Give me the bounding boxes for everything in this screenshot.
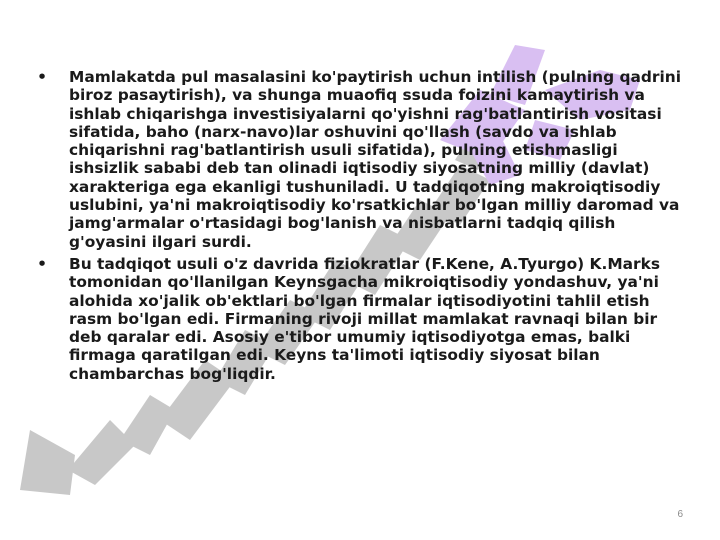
slide-body <box>36 68 682 387</box>
watermark-shape <box>20 430 75 495</box>
bullet-text: Mamlakatda pul masalasini ko'paytirish uchun intilish (pulning qadrini biroz pasaytirish), va shunga muaofiq ssuda foizini kamaytirish va ishlab chiqarishga investisiyalarni qo'yishni rag'batlantirish vositasi sifatida, baho (narx-navo)lar oshuvini qo'llash (savdo va ishlab chiqarishni rag'batlantirish usuli sifatida), pulning etishmasligi ishsizlik sababi deb tan olinadi iqtisodiy siyosatning milliy (davlat) xarakteriga ega ekanligi tushuniladi. U tadqiqotning makroiqtisodiy uslubini, ya'ni makroiqtisodiy ko'rsatkichlar bo'lgan milliy daromad va jamg'armalar o'rtasidagi bog'lanish va nisbatlarni tadqiq qilish g'oyasini ilgari surdi. <box>69 68 682 251</box>
page-number: 6 <box>677 509 683 520</box>
bullet-item <box>36 255 682 383</box>
bullet-text: Bu tadqiqot usuli o'z davrida fiziokratlar (F.Kene, A.Tyurgo) K.Marks tomonidan qo'llanilgan Keynsgacha mikroiqtisodiy yondashuv, ya'ni alohida xo'jalik ob'ektlari bo'lgan firmalar iqtisodiyotini tahlil etish rasm bo'lgan edi. Firmaning rivoji millat mamlakat ravnaqi bilan bir deb qaralar edi. Asosiy e'tibor umumiy iqtisodiyotga emas, balki firmaga qaratilgan edi. Keyns ta'limoti iqtisodiy siyosat bilan chambarchas bog'liqdir. <box>69 254 661 383</box>
watermark-shape <box>68 420 135 485</box>
bullet-marker: • <box>37 68 47 86</box>
bullet-item <box>36 68 682 251</box>
bullet-marker: • <box>37 254 47 273</box>
bullet-list <box>36 68 682 383</box>
